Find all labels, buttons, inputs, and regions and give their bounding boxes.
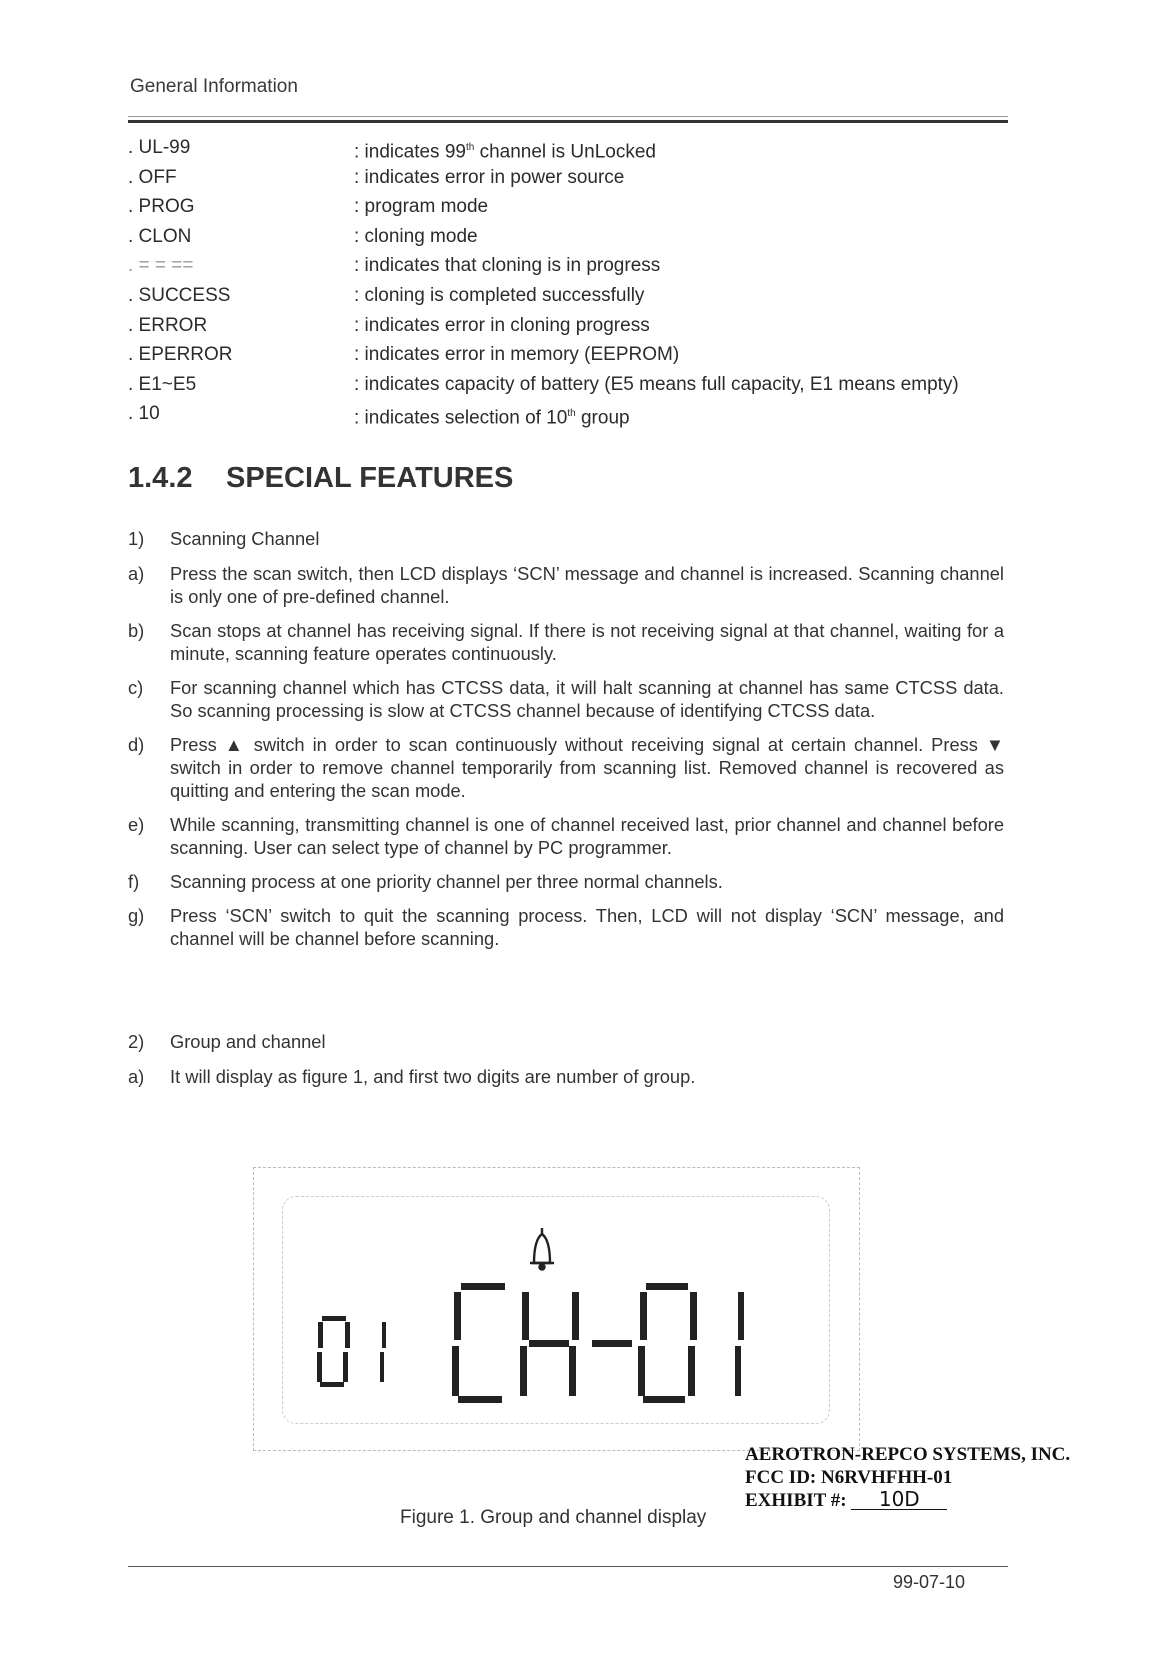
stamp-fcc-id: FCC ID: N6RVHFHH-01 (745, 1467, 953, 1488)
list-item: a) Press the scan switch, then LCD displays ‘SCN’ message and channel is increased. Scanning channel is only one of pre-defined channel. (128, 563, 1004, 607)
exhibit-stamp (745, 1443, 1070, 1512)
definition-desc: : cloning is completed successfully (354, 284, 645, 306)
definition-desc: : indicates error in memory (EEPROM) (354, 344, 680, 366)
definition-desc: : indicates error in cloning progress (354, 314, 650, 336)
definition-list (128, 136, 1028, 432)
definition-desc: : program mode (354, 196, 489, 218)
lcd-group-digits (317, 1316, 386, 1387)
definition-row (128, 343, 1028, 373)
list-item: e) While scanning, transmitting channel is one of channel received last, prior channel and channel before scanning. User can select type of channel by PC programmer. (128, 814, 1004, 858)
list-item: a) It will display as figure 1, and first two digits are number of group. (128, 1066, 696, 1087)
definition-desc: : indicates 99th channel is UnLocked (354, 141, 656, 163)
lcd-channel-text (452, 1283, 744, 1403)
figure-caption: Figure 1. Group and channel display (400, 1507, 707, 1528)
stamp-exhibit: EXHIBIT #: 10D (745, 1489, 1070, 1512)
definition-row (128, 195, 1028, 225)
list-item: g) Press ‘SCN’ switch to quit the scanning process. Then, LCD will not display ‘SCN’ message, and channel will be channel before scanning. (128, 905, 1004, 949)
definition-row (128, 284, 1028, 314)
running-head: General Information (130, 76, 298, 97)
section-title (128, 462, 513, 495)
list-item: d) Press ▲ switch in order to scan continuously without receiving signal at certain channel. Press ▼ switch in order to remove channel temporarily from scanning list. Removed channel is recovered as quitting and entering the scan mode. (128, 734, 1004, 801)
header-rule (128, 120, 1008, 123)
definition-term: . 10 (128, 403, 160, 425)
footer-date: 99-07-10 (893, 1572, 966, 1592)
definition-row (128, 402, 1028, 432)
definition-desc: : indicates capacity of battery (E5 means full capacity, E1 means empty) (354, 373, 959, 395)
definition-desc: : indicates error in power source (354, 166, 625, 188)
definition-term: . EPERROR (128, 344, 233, 366)
header-rule-thin (128, 116, 1008, 117)
definition-term: . UL-99 (128, 137, 191, 158)
definition-term: . ERROR (128, 314, 208, 336)
definition-desc: : cloning mode (354, 225, 478, 247)
list-item: c) For scanning channel which has CTCSS data, it will halt scanning at channel has same CTCSS data. So scanning processing is slow at CTCSS channel because of identifying CTCSS data. (128, 677, 1004, 721)
stamp-exhibit-value: 10D (851, 1489, 947, 1510)
definition-row (128, 314, 1028, 344)
definition-term: . PROG (128, 196, 195, 218)
definition-term: . SUCCESS (128, 284, 231, 306)
list-item: b) Scan stops at channel has receiving signal. If there is not receiving signal at that channel, waiting for a minute, scanning feature operates continuously. (128, 620, 1004, 664)
definition-desc: : indicates that cloning is in progress (354, 255, 661, 277)
definition-term: . = = == (128, 255, 194, 277)
list-item: f) Scanning process at one priority channel per three normal channels. (128, 871, 723, 892)
definition-row (128, 136, 1028, 166)
stamp-company: AEROTRON-REPCO SYSTEMS, INC. (745, 1444, 1071, 1465)
lcd-display (254, 1168, 859, 1450)
list-heading: 2) Group and channel (128, 1031, 326, 1052)
definition-desc: : indicates selection of 10th group (354, 407, 630, 429)
definition-row (128, 373, 1028, 403)
definition-term: . CLON (128, 225, 192, 247)
definition-row (128, 225, 1028, 255)
lcd-figure (253, 1167, 860, 1451)
list-heading: 1) Scanning Channel (128, 528, 320, 549)
definition-term: . OFF (128, 166, 177, 188)
scanning-list (128, 527, 1004, 950)
group-list (128, 1030, 1004, 1088)
footer-rule (128, 1566, 1008, 1567)
bell-icon (530, 1228, 554, 1270)
definition-row (128, 166, 1028, 196)
section-number: 1.4.2 (128, 462, 193, 494)
definition-term: . E1~E5 (128, 373, 197, 395)
definition-row (128, 254, 1028, 284)
section-heading: SPECIAL FEATURES (226, 462, 514, 494)
